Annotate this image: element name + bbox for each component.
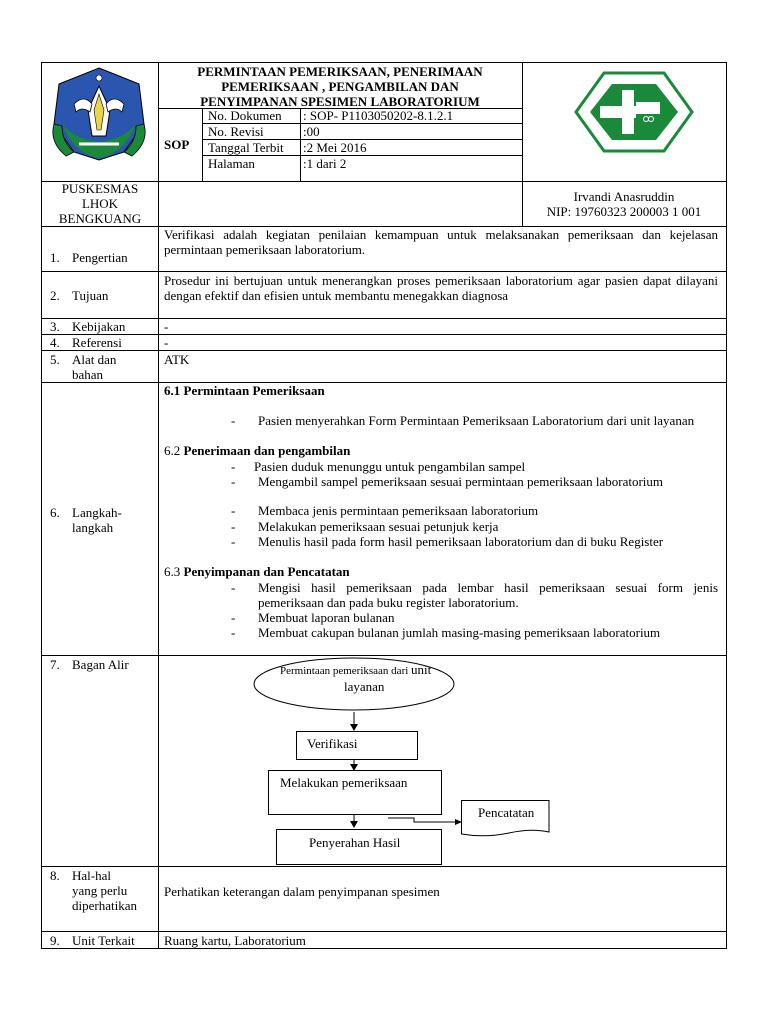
issue-date-label: Tanggal Terbit — [208, 140, 284, 155]
list-bullet: - — [231, 474, 236, 489]
section-8-label: Hal-hal yang perlu diperhatikan — [72, 868, 137, 913]
section-5-number: 5. — [50, 352, 60, 367]
issue-date-value: :2 Mei 2016 — [303, 140, 367, 155]
institution-name: PUSKESMAS LHOK BENGKUANG — [58, 181, 142, 226]
subsection-6-2-title: 6.2 Penerimaan dan pengambilan — [164, 443, 351, 458]
section-9-label: Unit Terkait — [72, 933, 135, 948]
document-title: PERMINTAAN PEMERIKSAAN, PENERIMAAN PEMERIKSAAN , PENGAMBILAN DAN PENYIMPANAN SPESIMEN LABORATORIUM — [197, 64, 483, 109]
section-2-label: Tujuan — [72, 288, 109, 303]
step-6-3-item-3: Membuat cakupan bulanan jumlah masing-masing pemeriksaan laboratorium — [258, 625, 661, 640]
flow-step-verifikasi: Verifikasi — [296, 731, 418, 760]
section-6-number: 6. — [50, 505, 60, 520]
step-6-3-item-1: Mengisi hasil pemeriksaan pada lembar hasil pemeriksaan sesuai form jenis pemeriksaan dan pada buku register laboratorium. — [258, 580, 718, 610]
flow-start-text: Permintaan pemeriksaan dari unit — [280, 662, 432, 677]
section-4-number: 4. — [50, 335, 60, 350]
step-6-2-item-5: Menulis hasil pada form hasil pemeriksaan laboratorium dan di buku Register — [258, 534, 664, 549]
step-6-3-item-2: Membuat laporan bulanan — [258, 610, 395, 625]
subsection-6-3-title: 6.3 Penyimpanan dan Pencatatan — [164, 564, 350, 579]
section-5-content: ATK — [164, 352, 190, 367]
flow-step-pencatatan: Pencatatan — [461, 800, 549, 836]
flow-start-text-line2: layanan — [344, 679, 385, 694]
section-5-label: Alat dan bahan — [72, 352, 117, 382]
list-bullet: - — [231, 519, 236, 534]
list-bullet: - — [231, 534, 236, 549]
list-bullet: - — [231, 580, 236, 595]
step-6-1-item-1: Pasien menyerahkan Form Permintaan Pemeriksaan Laboratorium dari unit layanan — [258, 413, 695, 428]
revision-label: No. Revisi — [208, 124, 264, 139]
list-bullet: - — [231, 503, 236, 518]
list-bullet: - — [231, 625, 236, 640]
flow-step-penyerahan-hasil: Penyerahan Hasil — [276, 829, 442, 865]
section-1-content: Verifikasi adalah kegiatan penilaian kemampuan untuk melaksanakan pemeriksaan dan kejelasan permintaan pemeriksaan laboratorium. — [164, 227, 718, 257]
section-7-number: 7. — [50, 657, 60, 672]
step-6-2-item-2: Mengambil sampel pemeriksaan sesuai permintaan pemeriksaan laboratorium — [258, 474, 664, 489]
signatory-nip: NIP: 19760323 200003 1 001 — [546, 204, 702, 219]
signatory-name: Irvandi Anasruddin — [573, 189, 675, 204]
section-8-content: Perhatikan keterangan dalam penyimpanan spesimen — [164, 884, 440, 899]
page-label: Halaman — [208, 156, 255, 171]
subsection-6-1-title: 6.1 Permintaan Pemeriksaan — [164, 383, 325, 398]
section-9-number: 9. — [50, 933, 60, 948]
list-bullet: - — [231, 413, 236, 428]
list-bullet: - — [231, 610, 236, 625]
section-1-number: 1. — [50, 250, 60, 265]
section-1-label: Pengertian — [72, 250, 128, 265]
flow-step-pemeriksaan: Melakukan pemeriksaan — [268, 770, 442, 815]
section-2-content: Prosedur ini bertujuan untuk menerangkan proses pemeriksaan laboratorium agar pasien dapat dilayani dengan efektif dan efisien untuk membantu menegakkan diagnosa — [164, 273, 718, 303]
section-7-label: Bagan Alir — [72, 657, 129, 672]
section-8-number: 8. — [50, 868, 60, 883]
step-6-2-item-3: Membaca jenis permintaan pemeriksaan laboratorium — [258, 503, 539, 518]
list-bullet: - — [231, 459, 236, 474]
step-6-2-item-1: Pasien duduk menunggu untuk pengambilan sampel — [254, 459, 526, 474]
page-value: :1 dari 2 — [303, 156, 347, 171]
revision-value: :00 — [303, 124, 320, 139]
step-6-2-item-4: Melakukan pemeriksaan sesuai petunjuk kerja — [258, 519, 499, 534]
section-4-label: Referensi — [72, 335, 122, 350]
doc-no-label: No. Dokumen — [208, 108, 282, 123]
section-3-label: Kebijakan — [72, 319, 126, 334]
section-2-number: 2. — [50, 288, 60, 303]
section-9-content: Ruang kartu, Laboratorium — [164, 933, 306, 948]
section-4-content: - — [164, 335, 169, 350]
sop-label: SOP — [164, 137, 190, 152]
section-6-label: Langkah- langkah — [72, 505, 122, 535]
doc-no-value: : SOP- P1103050202-8.1.2.1 — [303, 108, 454, 123]
section-3-number: 3. — [50, 319, 60, 334]
section-3-content: - — [164, 319, 169, 334]
